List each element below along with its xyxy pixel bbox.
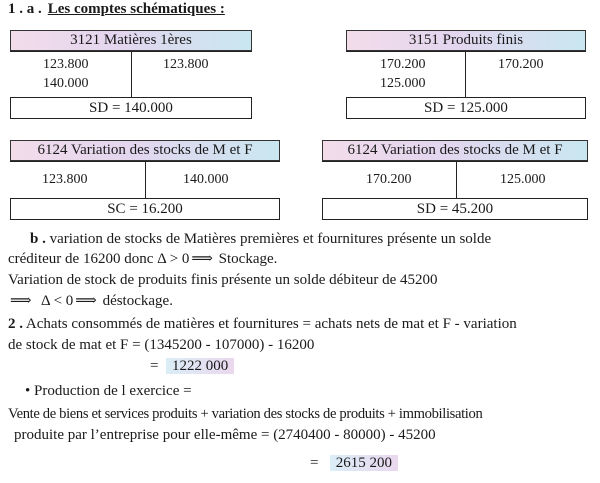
implies-arrow-icon: ⟹ [191, 251, 213, 267]
implies-arrow-icon: ⟹ [10, 293, 32, 309]
credit-entry: 125.000 [500, 172, 546, 187]
part-b-label: b . [30, 231, 46, 247]
account-title: 3151 Produits finis [346, 30, 586, 51]
section-number: 1 . a . [8, 1, 42, 17]
credit-entry: 170.200 [498, 57, 544, 72]
part-2-line-1: 2 . Achats consommés de matières et fournitures = achats nets de mat et F - variation [8, 316, 517, 332]
part-b-line-4: ⟹ Δ < 0 ⟹ déstockage. [10, 293, 173, 309]
part-b-line-2: créditeur de 16200 donc Δ > 0 ⟹ Stockage. [8, 251, 278, 267]
section-heading [8, 1, 225, 18]
debit-entry: 125.000 [380, 76, 426, 91]
production-title: • Production de l exercice = [25, 383, 192, 399]
credit-entry: 140.000 [183, 172, 229, 187]
account-balance: SD = 125.000 [346, 97, 586, 119]
debit-entry: 170.200 [380, 57, 426, 72]
production-line-2: produite par l’entreprise pour elle-même = (2740400 - 80000) - 45200 [14, 427, 436, 443]
section-title: Les comptes schématiques : [47, 1, 225, 17]
t-account-6124-sd [322, 140, 588, 224]
debit-entry: 123.800 [43, 57, 89, 72]
result-value: 1222 000 [166, 358, 234, 374]
debit-entry: 140.000 [43, 76, 89, 91]
debit-entry: 123.800 [42, 172, 88, 187]
account-title: 6124 Variation des stocks de M et F [322, 140, 588, 161]
account-balance: SD = 140.000 [10, 97, 252, 119]
result-achats-consommes: = 1222 000 [150, 358, 234, 375]
t-account-3121 [10, 30, 252, 123]
part-b-line-1: b . variation de stocks de Matières premières et fournitures présente un solde [30, 231, 492, 247]
account-title: 3121 Matières 1ères [10, 30, 252, 51]
implies-arrow-icon: ⟹ [75, 293, 97, 309]
result-production: = 2615 200 [310, 455, 398, 472]
account-title: 6124 Variation des stocks de M et F [10, 140, 280, 161]
credit-entry: 123.800 [163, 57, 209, 72]
account-balance: SD = 45.200 [322, 198, 588, 220]
result-value: 2615 200 [330, 455, 398, 471]
account-balance: SC = 16.200 [10, 198, 280, 220]
part-2-line-2: de stock de mat et F = (1345200 - 107000) - 16200 [8, 337, 315, 353]
part-b-line-3: Variation de stock de produits finis présente un solde débiteur de 45200 [8, 272, 438, 288]
debit-entry: 170.200 [366, 172, 412, 187]
t-account-3151 [346, 30, 586, 123]
t-account-6124-sc [10, 140, 280, 224]
production-line-1: Vente de biens et services produits + variation des stocks de produits + immobilisation [8, 406, 483, 422]
part-2-label: 2 . [8, 316, 23, 332]
